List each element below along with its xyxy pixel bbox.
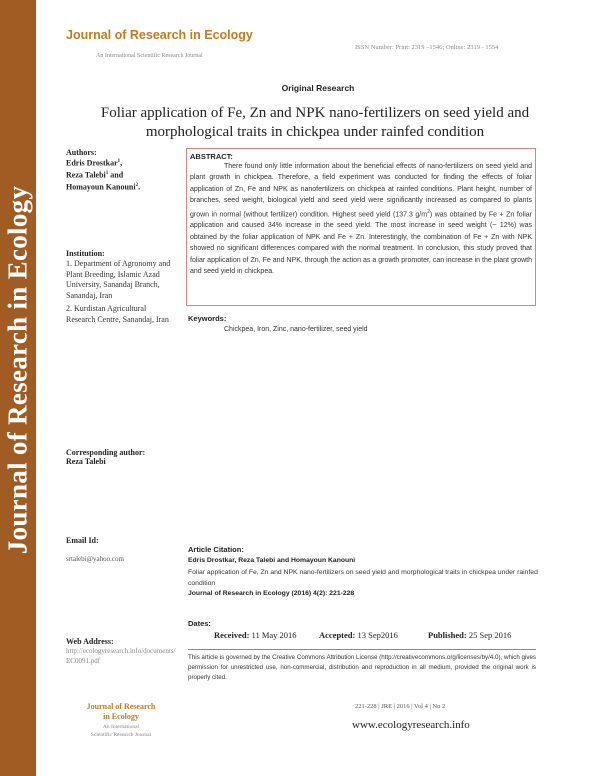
institution-block [66, 249, 176, 325]
citation-journal: Journal of Research in Ecology (2016) 4(2): 221-228 [188, 590, 355, 597]
article-title [60, 104, 570, 142]
abstract-box [186, 148, 536, 306]
sidebar-journal-name: Journal of Research in Ecology [2, 185, 33, 555]
footer-website-link[interactable]: www.ecologyresearch.info [352, 719, 470, 731]
published-date: Published: 25 Sep 2016 [428, 630, 512, 640]
corresponding-name: Reza Talebi [66, 457, 106, 466]
email-value[interactable]: srtalebi@yahoo.com [66, 555, 124, 563]
license-text: This article is governed by the Creative Commons Attribution License (http://creativecommons.org/licenses/by/4.0), which gives permission for unrestricted use, non-commercial, distribution and reproduction in all medium, provided the original work is properly cited. [188, 649, 536, 683]
author-2: Reza Talebi$^1$ and [66, 170, 124, 180]
keywords-text: Chickpea, Iron, Zinc, nano-fertilizer, seed yield [224, 326, 368, 333]
institution-label: Institution: [66, 249, 105, 258]
footer-logo-line-2: in Ecology [103, 712, 139, 721]
web-block [66, 637, 176, 666]
institution-1: 1. Department of Agronomy and Plant Breeding, Islamic Azad University, Sanandaj Branch, Sanandaj, Iran [66, 259, 171, 300]
dates-label: Dates: [188, 619, 211, 628]
accepted-date: Accepted: 13 Sep2016 [319, 630, 398, 640]
title-line-2: morphological traits in chickpea under rainfed condition [145, 124, 485, 140]
corresponding-block [66, 448, 176, 466]
web-address-link[interactable]: http://ecologyresearch.info/documents/EC0091.pdf [66, 647, 176, 665]
journal-subtitle: An International Scientific Research Journal [96, 53, 203, 59]
corresponding-label: Corresponding author: [66, 448, 146, 457]
citation-label: Article Citation: [188, 545, 244, 554]
footer-volume-info: 221-228 | JRE | 2016 | Vol 4 | No 2 [355, 703, 446, 710]
web-label: Web Address: [66, 637, 114, 646]
email-label: Email Id: [66, 536, 99, 545]
footer-sub-line-2: Scientific Research Journal [90, 731, 152, 738]
issn-number: ISSN Number: Print: 2319 –1546; Online: 2319 - 1554 [355, 44, 499, 51]
author-list [66, 157, 176, 193]
abstract-label: ABSTRACT: [190, 152, 233, 161]
institution-2: 2. Kurdistan Agricultural Research Centre, Sanandaj, Iran [66, 304, 169, 324]
journal-logo: Journal of Research in Ecology [66, 28, 253, 42]
citation-authors: Edris Drostkar, Reza Talebi and Homayoun Kanouni [188, 557, 356, 564]
footer-logo-line-1: Journal of Research [86, 702, 156, 711]
section-label: Original Research [281, 83, 355, 93]
sidebar-band [0, 0, 36, 776]
abstract-text: There found only little information about the beneficial effects of nano-fertilizers on seed yield and plant growth in chickpea. Therefore, a field experiment was conducted for finding the effects of foliar application of Zn, Fe and NPK as nanofertilizers on chickpea at rainfed conditions. Plant height, number of branches, seed weight, biological yield and seed yield were significantly increased as compared to plants grown in normal (without fertilizer) condition. Highest seed yield (137.3 $g/m^2$) was obtained by Fe + Zn foliar application and caused 34% increase in the seed yield. The most increase in seed weight (~ 12%) was obtained by the foliar application of NPK and Fe + Zn. Interestingly, the combination of Fe + Zn with NPK showed no significant differences compared with the normal treatment. In conclusion, this study proved that foliar application of Zn, Fe and NPK, through the action as a growth promoter, can increase in the plant growth and seed yield in chickpea. [190, 163, 533, 275]
authors-label: Authors: [66, 148, 97, 157]
footer-journal-subtitle [66, 724, 176, 739]
citation-title: Foliar application of Fe, Zn and NPK nano-fertilizers on seed yield and morphological traits in chickpea under rainfed condition [188, 569, 538, 587]
author-3: Homayoun Kanouni$^2$. [66, 182, 141, 192]
title-line-1: Foliar application of Fe, Zn and NPK nano-fertilizers on seed yield and [100, 105, 530, 121]
footer-journal-logo [66, 702, 176, 722]
keywords-label: Keywords: [188, 314, 227, 323]
received-date: Received: 11 May 2016 [214, 630, 297, 640]
footer-sub-line-1: An International [102, 724, 140, 730]
email-block [66, 536, 176, 565]
authors-block [66, 148, 176, 193]
author-1: Edris Drostkar$^1$, [66, 158, 123, 168]
